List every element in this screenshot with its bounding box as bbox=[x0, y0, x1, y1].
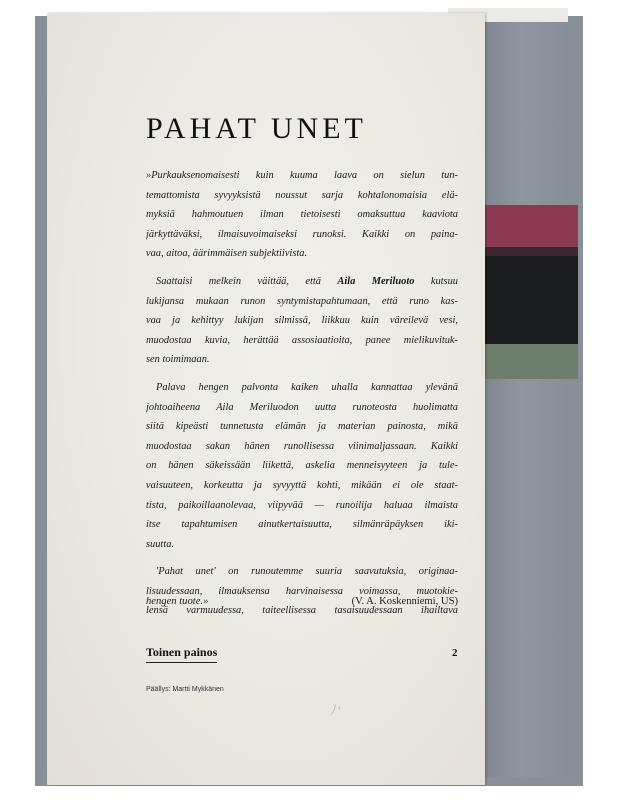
pencil-mark: ﾉ‘ bbox=[330, 704, 342, 719]
blurb-line: suutta. bbox=[146, 538, 175, 550]
cover-band-pink bbox=[483, 205, 578, 247]
blurb-line: muodostaa kuvia, herättää assosiaatioita, panee mielikuvituk- bbox=[146, 334, 458, 346]
blurb-line: »Purkauksenomaisesti kuin kuuma laava on sielun tun- bbox=[146, 170, 458, 181]
cover-band-black bbox=[483, 256, 578, 344]
cover-credit: Päällys: Martti Mykkänen bbox=[146, 686, 224, 693]
closing-line: hengen tuote.» bbox=[146, 596, 209, 607]
attribution-source: (V. A. Koskenniemi, US) bbox=[351, 596, 458, 607]
blurb-line: temattomista syvyyksistä noussut sarja kohtalonomaisia elä- bbox=[146, 189, 458, 201]
blurb-line: muodostaa sakan hänen runollisessa viinimaljassaan. Kaikki bbox=[146, 440, 458, 452]
blurb-line: johtoaiheena Aila Meriluodon uutta runoteosta huolimatta bbox=[146, 401, 458, 413]
blurb-line: 'Pahat unet' on runoutemme suuria saavutuksia, originaa- bbox=[156, 566, 458, 578]
blurb-line: vaisuuteen, korkeutta ja syvyyttä kohti, mikään ei ole staat- bbox=[146, 479, 458, 491]
edition-label: Toinen painos bbox=[146, 645, 217, 663]
cover-band-dark bbox=[483, 247, 578, 256]
blurb-line: itse tapahtumisen ainutkertaisuutta, silmänräpäyksen iki- bbox=[146, 519, 458, 531]
blurb-line: Palava hengen palvonta kaiken uhalla kannattaa ylevänä bbox=[156, 381, 458, 393]
blurb-line: tista, paikoillaanolevaa, viipyvää — runoilija haluaa ilmaista bbox=[146, 499, 458, 511]
blurb-line: on hänen säkeissään liikettä, askelia menneisyyteen ja tule- bbox=[146, 460, 458, 472]
blurb-text bbox=[146, 166, 458, 621]
blurb-line: siitä kipeästi tunnetusta elämän ja materian painosta, mikä bbox=[146, 421, 458, 433]
blurb-line: vaa, aitoa, äärimmäisen subjektiivista. bbox=[146, 248, 308, 260]
blurb-paragraph bbox=[146, 166, 458, 264]
blurb-line: myksiä hahmoutuen ilman tietoisesti omaksuttua kaaviota bbox=[146, 209, 458, 221]
book-title: PAHAT UNET bbox=[146, 112, 367, 145]
cover-gray-strip bbox=[483, 22, 578, 777]
blurb-line: lisuudessaan, ilmauksensa harvinaisessa voimassa, muotokie- bbox=[146, 585, 458, 597]
blurb-line: Saattaisi melkein väittää, että Aila Meriluoto kutsuu bbox=[156, 275, 458, 287]
blurb-paragraph bbox=[146, 562, 458, 621]
cover-band-green bbox=[483, 344, 578, 379]
page-number: 2 bbox=[452, 647, 458, 659]
blurb-line: lensä varmuudessa, taiteellisessa tasaisuudessaan ihailtava bbox=[146, 605, 458, 617]
blurb-paragraph bbox=[146, 272, 458, 370]
blurb-line: sen toimimaan. bbox=[146, 354, 210, 366]
blurb-paragraph bbox=[146, 378, 458, 554]
blurb-line: lukijansa mukaan runon syntymistapahtumaan, että runo kas- bbox=[146, 295, 458, 307]
blurb-line: vaa ja kehittyy lukijan silmissä, liikkuu kuin väreilevä vesi, bbox=[146, 315, 458, 327]
blurb-line: järkyttäväksi, ilmaisuvoimaiseksi runoksi. Kaikki on paina- bbox=[146, 228, 458, 240]
attribution-line bbox=[146, 596, 458, 607]
